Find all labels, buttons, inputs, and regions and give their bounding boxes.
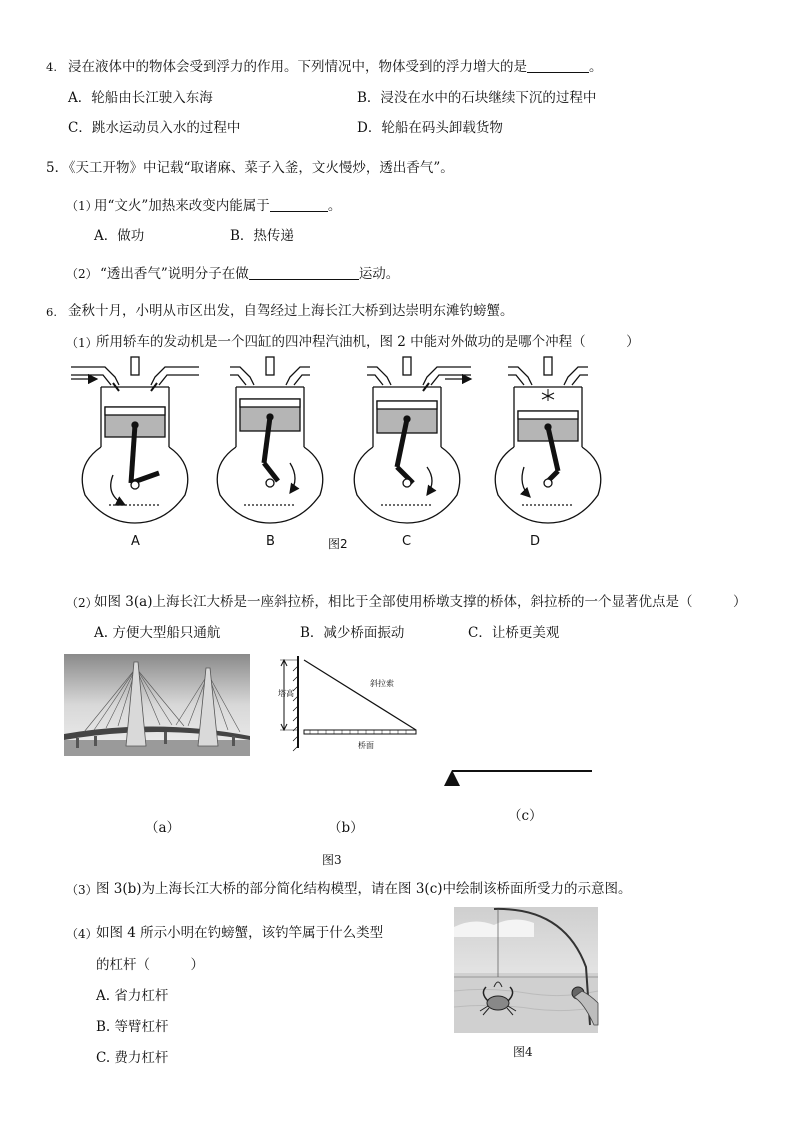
fig2-label-b: B [266,534,275,549]
q6-sub4-label: （4） [66,927,98,941]
figure-3a-bridge-photo [64,654,250,756]
q5-sub1 [94,199,341,214]
fig3b-deck-label: 桥面 [358,741,374,750]
q5-sub1-option-a: A．做功 [94,228,145,244]
q4-stem-text: 浸在液体中的物体会受到浮力的作用。下列情况中，物体受到的浮力增大的是 [68,59,527,75]
q5-number: 5． [46,160,69,176]
q6-sub1-label: （1） [66,336,98,350]
engine-b-diagram [217,357,323,523]
q4-answer-blank[interactable] [527,60,589,73]
q6-sub4-text-line1: 如图 4 所示小明在钓螃蟹，该钓竿属于什么类型 [96,925,384,941]
fig3-label-b: （b） [328,820,364,836]
hinge-support-icon [444,770,460,786]
q6-sub4-text-line2: 的杠杆（ ） [96,957,204,973]
q4-option-a: A．轮船由长江驶入东海 [68,90,213,106]
fig3-label-a: （a） [145,820,181,836]
q5-sub1-end: 。 [327,198,342,214]
engine-a-diagram [71,357,199,523]
q6-stem: 金秋十月，小明从市区出发，自驾经过上海长江大桥到达崇明东滩钓螃蟹。 [68,303,514,319]
fig2-label-d: D [530,534,541,549]
q6-sub3-label: （3） [66,883,98,897]
q6-sub2-label: （2） [66,596,98,610]
figure-3c-drawing-area[interactable] [440,768,600,788]
engine-c-diagram [354,357,471,523]
figure-4-fishing-photo [454,907,598,1033]
q5-sub1-blank[interactable] [270,199,328,212]
fig3-label-c: （c） [508,808,543,824]
fig2-label-a: A [131,534,140,549]
figure-2-engine-strokes [0,355,794,555]
q5-stem: 《天工开物》中记载“取诸麻、菜子入釜，文火慢炒，透出香气”。 [62,160,454,176]
q4-option-b: B．浸没在水中的石块继续下沉的过程中 [357,90,597,106]
q5-sub2-blank[interactable] [249,267,359,280]
q6-sub2-text: 如图 3(a)上海长江大桥是一座斜拉桥，相比于全部使用桥墩支撑的桥体，斜拉桥的一个显著优点是（ ） [94,594,747,610]
engine-d-diagram [495,357,601,523]
q4-option-d: D．轮船在码头卸载货物 [357,120,503,136]
q4-option-c: C．跳水运动员入水的过程中 [68,120,241,136]
fig3b-cable-label: 斜拉索 [370,679,394,688]
q6-sub2-option-c: C．让桥更美观 [468,625,560,641]
fig3b-tower-label: 塔高 [278,689,294,698]
q6-sub3-text: 图 3(b)为上海长江大桥的部分简化结构模型，请在图 3(c)中绘制该桥面所受力的示意图。 [96,881,632,897]
fig2-caption: 图2 [328,537,348,551]
fig4-caption: 图4 [513,1045,533,1059]
q6-sub2-option-a: A. 方便大型船只通航 [94,625,221,641]
q5-sub1-label: （1） [66,199,98,213]
q4-stem-end: 。 [589,59,603,75]
q5-sub2-text: “透出香气”说明分子在做 [100,266,249,282]
q5-sub1-option-b: B．热传递 [230,228,294,244]
q4-number: 4. [46,60,57,74]
fig2-label-c: C [402,534,412,549]
q4-stem [68,60,603,75]
fig3-caption: 图3 [322,853,342,867]
q5-sub2 [100,267,399,282]
q5-sub2-end: 运动。 [358,266,400,282]
q5-sub2-label: （2） [66,267,98,281]
q6-sub4-option-b: B. 等臂杠杆 [96,1019,169,1035]
q6-sub2-option-b: B．减少桥面振动 [300,625,405,641]
q5-sub1-text: 用“文火”加热来改变内能属于 [94,198,270,214]
q6-sub4-option-c: C. 费力杠杆 [96,1050,169,1066]
q6-sub4-option-a: A. 省力杠杆 [96,988,169,1004]
figure-3b-structure-model [276,656,426,756]
q6-sub1-text: 所用轿车的发动机是一个四缸的四冲程汽油机，图 2 中能对外做功的是哪个冲程（ ） [96,334,640,350]
q6-number: 6. [46,305,57,319]
